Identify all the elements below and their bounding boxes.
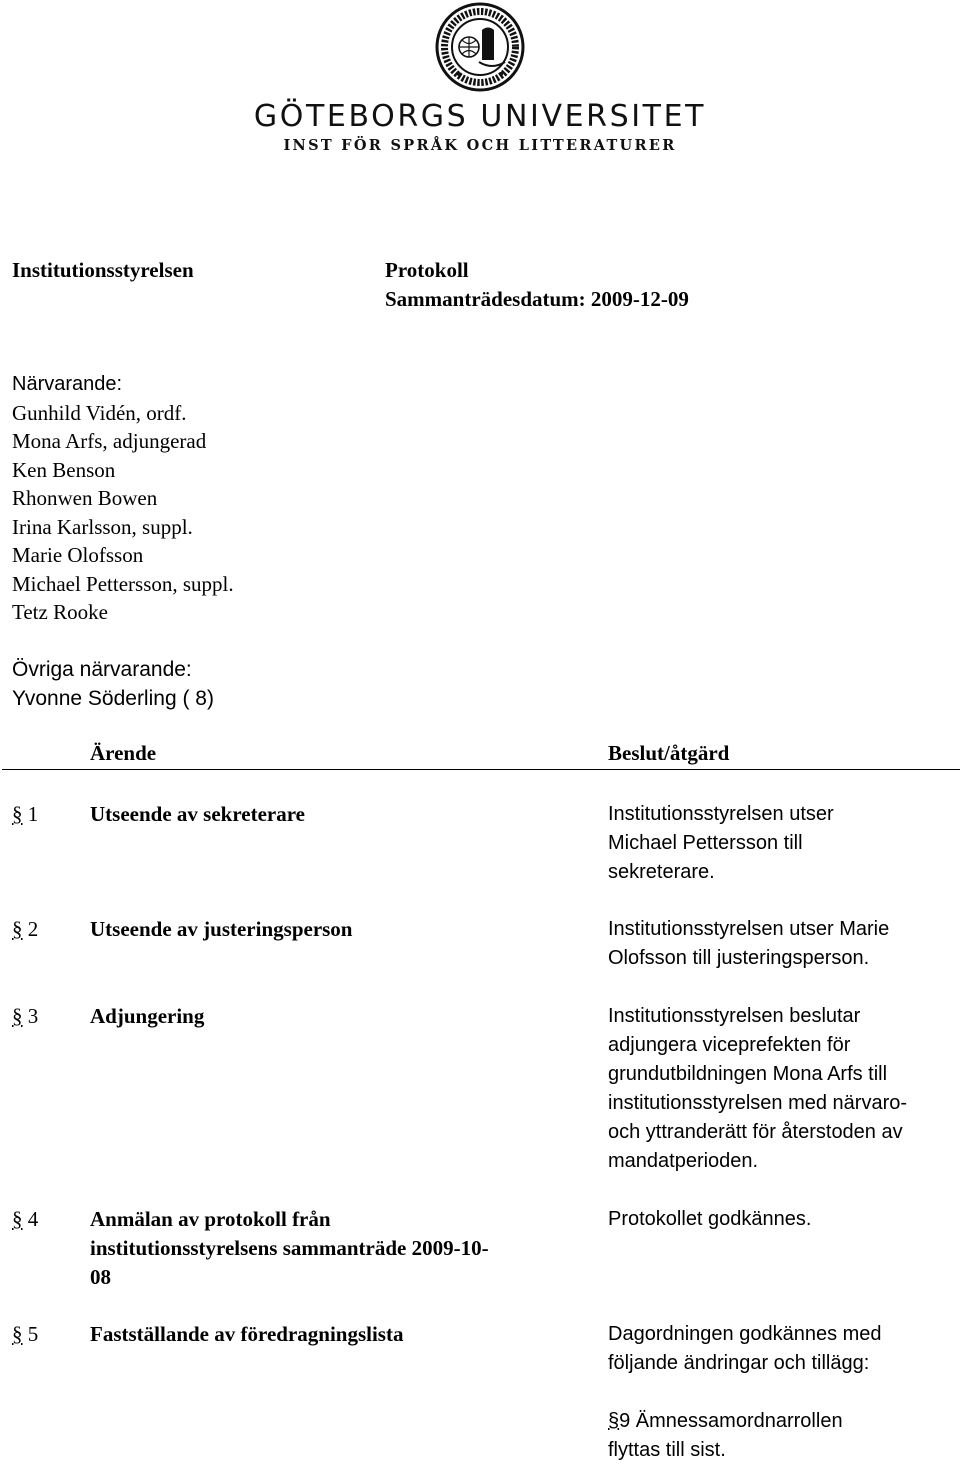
body-name: Institutionsstyrelsen [12, 258, 194, 282]
present-member: Mona Arfs, adjungerad [12, 429, 207, 453]
present-label: Närvarande: [12, 373, 123, 395]
item-number: § 3 [12, 1004, 39, 1028]
item-title: Utseende av sekreterare [90, 802, 305, 826]
item-number: § 5 [12, 1322, 39, 1346]
item-title: Adjungering [90, 1004, 205, 1028]
item-decision: Institutionsstyrelsen utser Marie Olofsson till justeringsperson. [608, 918, 890, 969]
item-decision: Protokollet godkännes. [608, 1208, 812, 1230]
item-number: § 4 [12, 1207, 39, 1231]
section-sign-icon: § [12, 1004, 23, 1028]
others-label: Övriga närvarande: [12, 658, 192, 681]
university-name: GÖTEBORGS UNIVERSITET [253, 99, 707, 134]
present-list [12, 370, 234, 627]
document-type: Protokoll [385, 258, 469, 282]
item-number: § 2 [12, 917, 39, 941]
item-title: Fastställande av föredragningslista [90, 1322, 404, 1346]
item-decision: Institutionsstyrelsen beslutar adjungera viceprefekten för grundutbildningen Mona Arfs till institutionsstyrelsen med närvaro- och yttranderätt för återstoden av mandatperioden. [608, 1005, 908, 1172]
section-sign-icon: § [12, 1207, 23, 1231]
present-member: Rhonwen Bowen [12, 486, 158, 510]
section-sign-icon: § [608, 1410, 620, 1432]
item-decision: Dagordningen godkännes med följande ändringar och tillägg: §9 Ämnessamordnarrollen flyttas till sist. [608, 1323, 882, 1461]
item-title: Utseende av justeringsperson [90, 917, 353, 941]
other-attendee: Yvonne Söderling ( 8) [12, 687, 214, 710]
present-member: Michael Pettersson, suppl. [12, 571, 234, 596]
header-rule [2, 769, 960, 770]
item-title: Anmälan av protokoll från institutionsstyrelsens sammanträde 2009-10- 08 [90, 1207, 489, 1289]
university-seal-logo [431, 2, 529, 92]
department-name: INST FÖR SPRÅK OCH LITTERATURER [283, 137, 677, 154]
other-attendees [12, 655, 214, 713]
present-member: Marie Olofsson [12, 543, 144, 567]
item-decision: Institutionsstyrelsen utser Michael Pettersson till sekreterare. [608, 803, 834, 883]
meeting-date: Sammanträdesdatum: 2009-12-09 [385, 287, 689, 311]
column-header-matter: Ärende [90, 741, 157, 765]
section-sign-icon: § [12, 802, 23, 826]
present-member: Tetz Rooke [12, 600, 108, 624]
section-sign-icon: § [12, 917, 23, 941]
present-member: Irina Karlsson, suppl. [12, 514, 193, 539]
present-member: Ken Benson [12, 457, 116, 482]
item-number: § 1 [12, 802, 39, 826]
column-header-decision: Beslut/åtgärd [608, 741, 730, 765]
present-member: Gunhild Vidén, ordf. [12, 400, 187, 425]
section-sign-icon: § [12, 1322, 23, 1346]
